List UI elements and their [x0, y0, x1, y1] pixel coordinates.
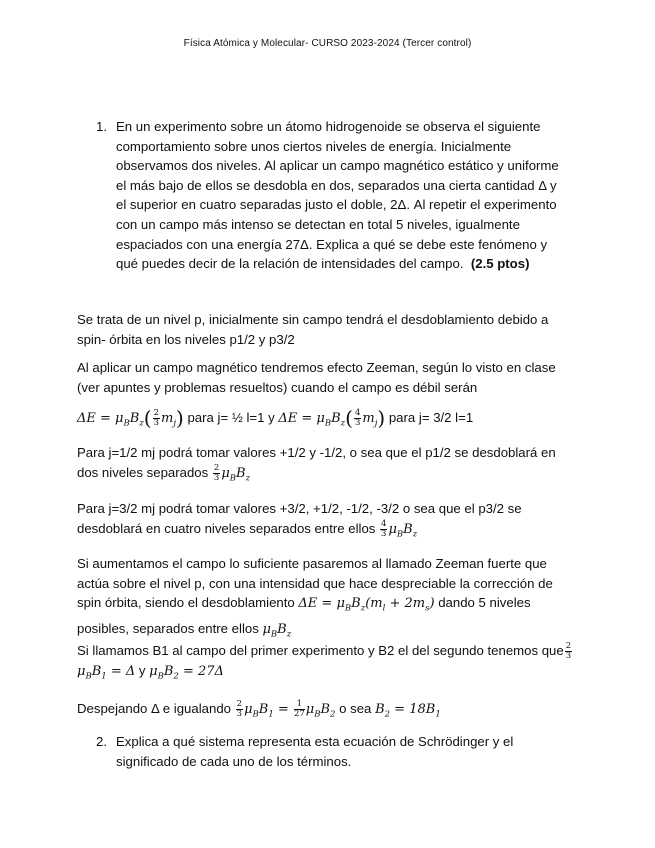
page-header: Física Atómica y Molecular- CURSO 2023-2024 (Tercer control) — [183, 38, 472, 49]
answer-paragraph-4: Para j=3/2 mj podrá tomar valores +3/2, +1/2, -1/2, -3/2 o sea que el p3/2 se desdoblará en cuatro niveles separados entre ellos $\frac{4}{3}$ $\mu_BB_z$ — [77, 501, 522, 540]
answer-paragraph-3: Para j=1/2 mj podrá tomar valores +1/2 y -1/2, o sea que el p1/2 se desdoblará en dos niveles separados $\frac{2}{3}$ $\mu_BB_z$ — [77, 445, 556, 484]
equation-text-mid: para j= ½ l=1 y — [183, 410, 279, 425]
fraction: $\frac{4}{3}$ — [381, 518, 387, 539]
equation-text-end: para j= 3/2 l=1 — [385, 410, 474, 425]
question-1-number: 1. — [96, 119, 107, 134]
answer-paragraph-6: Si llamamos B1 al campo del primer experimento y B2 el del segundo tenemos que $\frac{2}{3}$ $\mu_BB_1 = \Delta$ y $\mu_BB_2 = 27\Delta$ — [77, 641, 572, 682]
fraction: $\frac{1}{27}$ — [293, 699, 305, 720]
fraction: $\frac{4}{3}$ — [354, 408, 361, 429]
question-1-points: (2.5 ptos) — [470, 256, 530, 272]
question-2 — [96, 732, 566, 771]
answer-paragraph-7: Despejando Δ e igualando $\frac{2}{3}$ $\mu_BB_1$ = $\frac{1}{27}$ $\mu_BB_2$ o sea $B_2 = 18B_1$ — [77, 699, 441, 720]
fraction: $\frac{2}{3}$ — [213, 462, 220, 483]
question-1-body: En un experimento sobre un átomo hidrogenoide se observa el siguiente comportamiento sobre unos ciertos niveles de energía. Inicialmente observamos dos niveles. Al aplicar un campo magnético estático y uniforme el más bajo de ellos se desdobla en dos, separados una cierta cantidad Δ y el superior en cuatro separadas justo el doble, 2Δ. Al repetir el experimento con un campo más intenso se detectan en total 5 niveles, igualmente espaciados con una energía 27Δ. Explica a qué se debe este fenómeno y qué puedes decir de la relación de intensidades del campo. — [116, 119, 559, 272]
question-2-text: Explica a qué sistema representa esta ecuación de Schrödinger y el significado de cada uno de los términos. — [116, 734, 514, 769]
answer-paragraph-2: Al aplicar un campo magnético tendremos efecto Zeeman, según lo visto en clase (ver apuntes y problemas resueltos) cuando el campo es débil serán — [77, 360, 556, 395]
fraction: $\frac{2}{3}$ — [153, 408, 160, 429]
fraction: $\frac{2}{3}$ — [236, 699, 243, 720]
question-2-number: 2. — [96, 734, 107, 749]
question-1 — [96, 117, 566, 274]
fraction: $\frac{2}{3}$ — [565, 641, 572, 662]
equation-zeeman-weak: $\Delta E = \mu_BB_z$( $\frac{2}{3}$ $m_j$) para j= ½ l=1 y $\Delta E = \mu_BB_z$( $\frac{4}{3}$ $m_j$) para j= 3/2 l=1 — [77, 406, 474, 430]
question-1-text — [116, 117, 566, 274]
answer-paragraph-1: Se trata de un nivel p, inicialmente sin campo tendrá el desdoblamiento debido a spin- órbita en los niveles p1/2 y p3/2 — [77, 312, 549, 347]
answer-paragraph-5: Si aumentamos el campo lo suficiente pasaremos al llamado Zeeman fuerte que actúa sobre el nivel p, con una intensidad que hace despreciable la corrección de spin órbita, siendo el desdoblamiento $\Delta E = \mu_BB_z(m_l + 2m_s)$ dando 5 niveles posibles, separados entre ellos $\mu_BB_z$ — [77, 556, 553, 640]
